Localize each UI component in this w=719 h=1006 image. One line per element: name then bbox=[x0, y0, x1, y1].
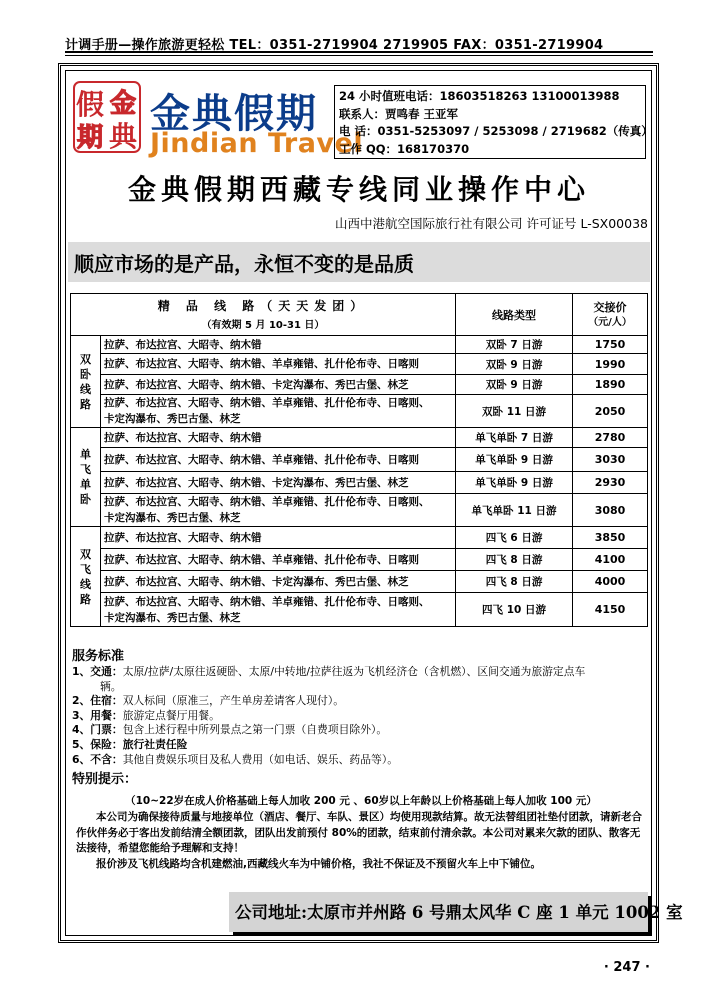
type-cell: 双卧 9 日游 bbox=[456, 354, 573, 375]
company-address: 公司地址:太原市并州路 6 号鼎太风华 C 座 1 单元 1002 室 bbox=[235, 903, 683, 922]
route-cell: 拉萨、布达拉宫、大昭寺、纳木错、羊卓雍错、扎什伦布寺、日喀则 bbox=[101, 549, 456, 571]
price-cell: 1750 bbox=[573, 336, 648, 354]
price-header-unit: （元/人） bbox=[588, 316, 632, 328]
price-cell: 3080 bbox=[573, 494, 648, 527]
service-item-text: 太原/拉萨/太原往返硬卧、太原/中转地/拉萨往返为飞机经济仓（含机燃）、区间交通为旅游定点车 bbox=[122, 665, 586, 678]
service-item-text: 旅游定点餐厅用餐。 bbox=[122, 708, 220, 722]
type-cell: 四飞 8 日游 bbox=[456, 549, 573, 571]
table-header-row bbox=[71, 294, 648, 336]
type-cell: 单飞单卧 9 日游 bbox=[456, 448, 573, 472]
service-title: 服务标准 bbox=[72, 649, 125, 664]
table-row bbox=[71, 494, 648, 527]
price-cell: 2930 bbox=[573, 472, 648, 494]
price-cell: 1990 bbox=[573, 354, 648, 375]
page-title: 金典假期西藏专线同业操作中心 bbox=[127, 173, 590, 206]
seal-char: 金 bbox=[109, 89, 137, 119]
type-cell: 四飞 8 日游 bbox=[456, 571, 573, 593]
service-item-label: 5、保险： bbox=[72, 737, 123, 751]
route-line: 拉萨、布达拉宫、大昭寺、纳木错、羊卓雍错、扎什伦布寺、日喀则、 bbox=[104, 397, 430, 409]
service-item-label: 3、用餐： bbox=[72, 708, 123, 722]
service-item bbox=[72, 694, 646, 709]
fuel-berth-note: 报价涉及飞机线路均含机建燃油,西藏线火车为中铺价格，我社不保证及不预留火车上中下铺位。 bbox=[96, 858, 541, 871]
service-item-text: 旅行社责任险 bbox=[122, 737, 188, 751]
routes-header-title: 精 品 线 路（天天发团） bbox=[157, 298, 369, 313]
table-row bbox=[71, 375, 648, 395]
price-cell: 1890 bbox=[573, 375, 648, 395]
contact-box bbox=[334, 85, 653, 159]
type-cell: 单飞单卧 9 日游 bbox=[456, 472, 573, 494]
table-row bbox=[71, 354, 648, 375]
brand-name-en: Jindian Travel bbox=[150, 128, 364, 159]
route-line: 卡定沟瀑布、秀巴古堡、林芝 bbox=[104, 413, 241, 425]
route-line: 卡定沟瀑布、秀巴古堡、林芝 bbox=[104, 611, 241, 624]
service-item-label: 4、门票： bbox=[72, 723, 123, 737]
route-price-table bbox=[70, 293, 648, 627]
table-row bbox=[71, 549, 648, 571]
group-label: 双飞线路 bbox=[80, 547, 91, 606]
price-cell: 2050 bbox=[573, 395, 648, 428]
route-line: 拉萨、布达拉宫、大昭寺、纳木错、羊卓雍错、扎什伦布寺、日喀则、 bbox=[104, 496, 430, 508]
price-header-title: 交接价 bbox=[593, 300, 627, 314]
price-cell: 4100 bbox=[573, 549, 648, 571]
service-item-label: 6、不含： bbox=[72, 752, 123, 766]
brand-seal-logo bbox=[72, 80, 142, 154]
route-cell: 拉萨、布达拉宫、大昭寺、纳木错、卡定沟瀑布、秀巴古堡、林芝 bbox=[101, 472, 456, 494]
table-row bbox=[71, 448, 648, 472]
price-cell: 3030 bbox=[573, 448, 648, 472]
service-item bbox=[72, 709, 646, 724]
license-line: 山西中港航空国际旅行社有限公司 许可证号 L-SX00038 bbox=[335, 216, 648, 231]
service-item-label: 1、交通： bbox=[72, 665, 123, 678]
group-label: 双卧线路 bbox=[80, 352, 91, 411]
route-cell: 拉萨、布达拉宫、大昭寺、纳木错、羊卓雍错、扎什伦布寺、日喀则 bbox=[101, 448, 456, 472]
table-row bbox=[71, 571, 648, 593]
hotline-line: 24 小时值班电话：18603518263 13100013988 bbox=[339, 89, 620, 103]
type-cell: 双卧 7 日游 bbox=[456, 336, 573, 354]
service-item bbox=[72, 665, 646, 680]
seal-char: 期 bbox=[76, 123, 104, 153]
seal-char: 典 bbox=[108, 120, 138, 153]
service-item-text: 其他自费娱乐项目及私人费用（如电话、娱乐、药品等）。 bbox=[122, 752, 399, 766]
type-cell: 四飞 6 日游 bbox=[456, 527, 573, 549]
service-item-text: 包含上述行程中所列景点之第一门票（自费项目除外）。 bbox=[122, 723, 388, 737]
type-cell: 双卧 9 日游 bbox=[456, 375, 573, 395]
phone-line: 电 话：0351-5253097 / 5253098 / 2719682（传真） bbox=[339, 124, 653, 138]
payment-policy-note: 本公司为确保接待质量与地接单位（酒店、餐厅、车队、景区）均使用现款结算。故无法替组团社垫付团款，请新老合作伙伴务必于客出发前结清全额团款，团队出发前预付 80%的团款，结束前付清余款。本公司对累来欠款的团队、散客无法接待，希望您能给予理解和支持！ bbox=[76, 810, 642, 855]
route-cell bbox=[101, 395, 456, 428]
service-item bbox=[72, 753, 646, 768]
route-cell bbox=[101, 593, 456, 627]
table-row bbox=[71, 472, 648, 494]
type-cell: 四飞 10 日游 bbox=[456, 593, 573, 627]
qq-line: 工作 QQ：168170370 bbox=[339, 141, 470, 156]
group-label-cell bbox=[71, 527, 101, 627]
service-item bbox=[72, 723, 646, 738]
route-line: 拉萨、布达拉宫、大昭寺、纳木错、羊卓雍错、扎什伦布寺、日喀则、 bbox=[104, 595, 430, 608]
service-item bbox=[72, 738, 646, 753]
type-cell: 单飞单卧 11 日游 bbox=[456, 494, 573, 527]
page-number: · 247 · bbox=[603, 960, 650, 975]
type-header-cell: 线路类型 bbox=[456, 294, 573, 336]
tips-title: 特别提示： bbox=[72, 772, 138, 788]
service-item-label: 2、住宿： bbox=[72, 694, 123, 708]
route-cell: 拉萨、布达拉宫、大昭寺、纳木错、卡定沟瀑布、秀巴古堡、林芝 bbox=[101, 571, 456, 593]
header-contact-bar: 计调手册—操作旅游更轻松 TEL：0351-2719904 2719905 FAX：0351-2719904 bbox=[65, 38, 604, 53]
special-notes bbox=[76, 794, 646, 873]
table-row bbox=[71, 336, 648, 354]
service-item-text: 双人标间（原准三，产生单房差请客人现付）。 bbox=[122, 694, 345, 708]
table-row bbox=[71, 527, 648, 549]
table-row bbox=[71, 395, 648, 428]
header-rule bbox=[65, 51, 653, 53]
group-label: 单飞单卧 bbox=[80, 448, 91, 506]
route-cell: 拉萨、布达拉宫、大昭寺、纳木错 bbox=[101, 336, 456, 354]
group-label-cell bbox=[71, 336, 101, 428]
route-cell bbox=[101, 494, 456, 527]
table-row bbox=[71, 428, 648, 448]
route-cell: 拉萨、布达拉宫、大昭寺、纳木错、卡定沟瀑布、秀巴古堡、林芝 bbox=[101, 375, 456, 395]
type-cell: 双卧 11 日游 bbox=[456, 395, 573, 428]
slogan-text: 顺应市场的是产品，永恒不变的是品质 bbox=[74, 252, 414, 276]
service-item-continuation: 辆。 bbox=[100, 679, 122, 693]
route-cell: 拉萨、布达拉宫、大昭寺、纳木错 bbox=[101, 428, 456, 448]
price-cell: 4150 bbox=[573, 593, 648, 627]
group-label-cell bbox=[71, 428, 101, 527]
price-cell: 3850 bbox=[573, 527, 648, 549]
price-header-cell bbox=[573, 294, 648, 336]
type-cell: 单飞单卧 7 日游 bbox=[456, 428, 573, 448]
routes-header-cell bbox=[71, 294, 456, 336]
service-standards bbox=[72, 648, 646, 788]
header-rule-thin bbox=[65, 55, 653, 56]
brand-name-cn: 金典假期 bbox=[150, 90, 318, 137]
age-surcharge-note: （10~22岁在成人价格基础上每人加收 200 元 、60岁以上年龄以上价格基础上每人加收 100 元） bbox=[125, 795, 597, 807]
table-row bbox=[71, 593, 648, 627]
routes-header-sub: （有效期 5 月 10-31 日） bbox=[201, 319, 325, 331]
route-line: 卡定沟瀑布、秀巴古堡、林芝 bbox=[104, 512, 241, 524]
route-cell: 拉萨、布达拉宫、大昭寺、纳木错、羊卓雍错、扎什伦布寺、日喀则 bbox=[101, 354, 456, 375]
route-cell: 拉萨、布达拉宫、大昭寺、纳木错 bbox=[101, 527, 456, 549]
seal-char: 假 bbox=[75, 88, 105, 121]
contact-person-line: 联系人：贾鸣春 王亚军 bbox=[339, 106, 459, 121]
price-cell: 2780 bbox=[573, 428, 648, 448]
price-cell: 4000 bbox=[573, 571, 648, 593]
